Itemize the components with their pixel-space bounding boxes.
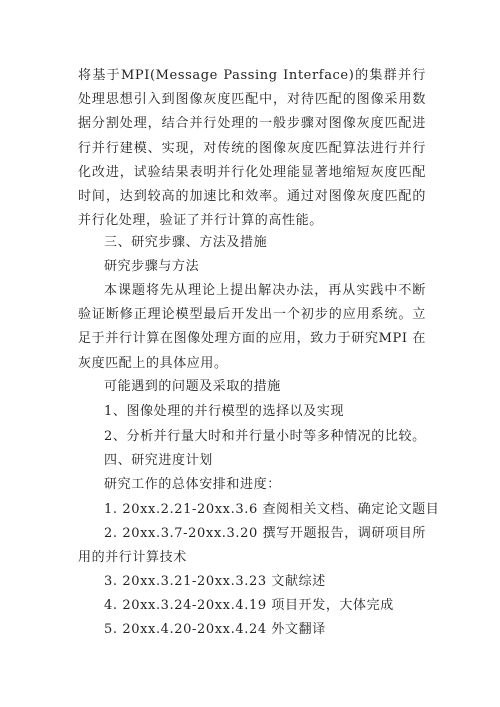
schedule-item-5: 5. 20xx.4.20-20xx.4.24 外文翻译	[104, 622, 326, 637]
problem-item-2: 2、分析并行量大时和并行量小时等多种情况的比较。	[104, 429, 426, 444]
problems-subheading: 可能遇到的问题及采取的措施	[104, 379, 281, 394]
section-three-heading: 三、研究步骤、方法及措施	[104, 235, 268, 250]
steps-subheading: 研究步骤与方法	[104, 259, 200, 274]
schedule-item-2: 2. 20xx.3.7-20xx.3.20 撰写开题报告，调研项目所用的并行计算技术	[78, 526, 426, 566]
schedule-intro: 研究工作的总体安排和进度：	[104, 477, 281, 492]
steps-paragraph: 本课题将先从理论上提出解决办法，再从实践中不断验证断修正理论模型最后开发出一个初步的应用系统。立足于并行计算在图像处理方面的应用，致力于研究MPI 在灰度匹配上的具体应用。	[78, 283, 426, 371]
section-four-heading: 四、研究进度计划	[104, 453, 213, 468]
intro-paragraph: 将基于MPI(Message Passing Interface)的集群并行处理思想引入到图像灰度匹配中，对待匹配的图像采用数据分割处理，结合并行处理的一般步骤对图像灰度匹配进行并行建模、实现，对传统的图像灰度匹配算法进行并行化改进，试验结果表明并行化处理能显著地缩短灰度匹配时间，达到较高的加速比和效率。通过对图像灰度匹配的并行化处理，验证了并行计算的高性能。	[78, 68, 426, 229]
problem-item-1: 1、图像处理的并行模型的选择以及实现	[104, 404, 345, 419]
schedule-item-1: 1. 20xx.2.21-20xx.3.6 查阅相关文档、确定论文题目	[104, 502, 440, 517]
schedule-item-4: 4. 20xx.3.24-20xx.4.19 项目开发，大体完成	[104, 598, 394, 613]
schedule-item-3: 3. 20xx.3.21-20xx.3.23 文献综述	[104, 574, 326, 589]
